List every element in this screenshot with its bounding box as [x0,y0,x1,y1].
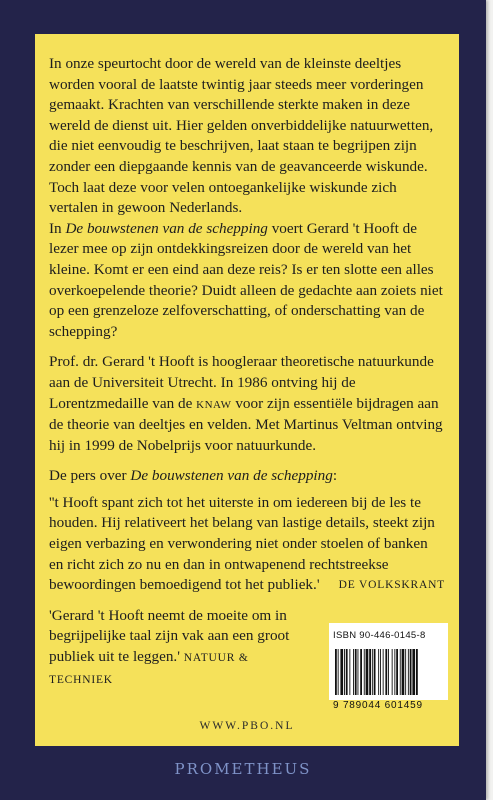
blurb-paragraph-1: In onze speurtocht door de wereld van de kleinste deeltjes worden vooral de laatste twintig jaar steeds meer vorderingen gemaakt. Krachten van verschillende sterkte maken in deze wereld de dienst uit. Hier gelden onverbiddelijke natuurwetten, die niet eenvoudig te beschrijven, laat staan te begrijpen zijn zonder een diepgaande kennis van de geavanceerde wiskunde. Toch laat deze voor velen ontoegankelijke wiskunde zich vertalen in gewoon Nederlands. [49,55,434,217]
blurb-paragraph-2: In De bouwstenen van de schepping voert Gerard 't Hooft de lezer mee op zijn ontdekkingsreizen door de wereld van het kleine. Komt er een eind aan deze reis? Is er ten slotte een alles overkoepelende theorie? Duidt alleen de gedachte aan zoiets niet op een grenzeloze zelfoverschatting, of onderschatting van de schepping? [49,219,443,340]
press-quote-natuur-techniek: 'Gerard 't Hooft neemt de moeite om in begrijpelijke taal zijn vak aan een groot publiek uit te leggen.' NATUUR & TECHNIEK [49,606,290,686]
book-title: De bouwstenen van de schepping [65,219,268,237]
quote-source-natuur-techniek: NATUUR & TECHNIEK [49,652,249,686]
yellow-text-panel [35,34,459,746]
author-bio: Prof. dr. Gerard 't Hooft is hoogleraar theoretische natuurkunde aan de Universiteit Utrecht. In 1986 ontving hij de Lorentzmedaille van de KNAW voor zijn essentiële bijdragen aan de theorie van deeltjes en velden. Met Martinus Veltman ontving hij in 1999 de Nobelprijs voor natuurkunde. [49,353,443,454]
press-intro: De pers over De bouwstenen van de schepping: [49,467,338,485]
quote-source-volkskrant: DE VOLKSKRANT [338,579,445,592]
barcode-icon [333,649,444,695]
knaw-label: KNAW [196,398,232,411]
isbn-label: ISBN 90-446-0145-8 [333,630,426,641]
barcode-box [329,623,448,711]
press-quote-volkskrant: ''t Hooft spant zich tot het uiterste in om iedereen bij de les te houden. Hij relativeert het belang van lastige details, steekt zijn eigen verbazing en verwondering niet onder stoelen of banken en richt zich zo nu en dan in ontwapenend rechtstreekse bewoordingen bemoedigend tot het publiek.' DE VOLKSKRANT [49,493,445,596]
ean-number: 9 789044 601459 [333,699,423,711]
publisher-logo: PROMETHEUS [174,760,312,778]
website-url: WWW.PBO.NL [199,720,295,732]
